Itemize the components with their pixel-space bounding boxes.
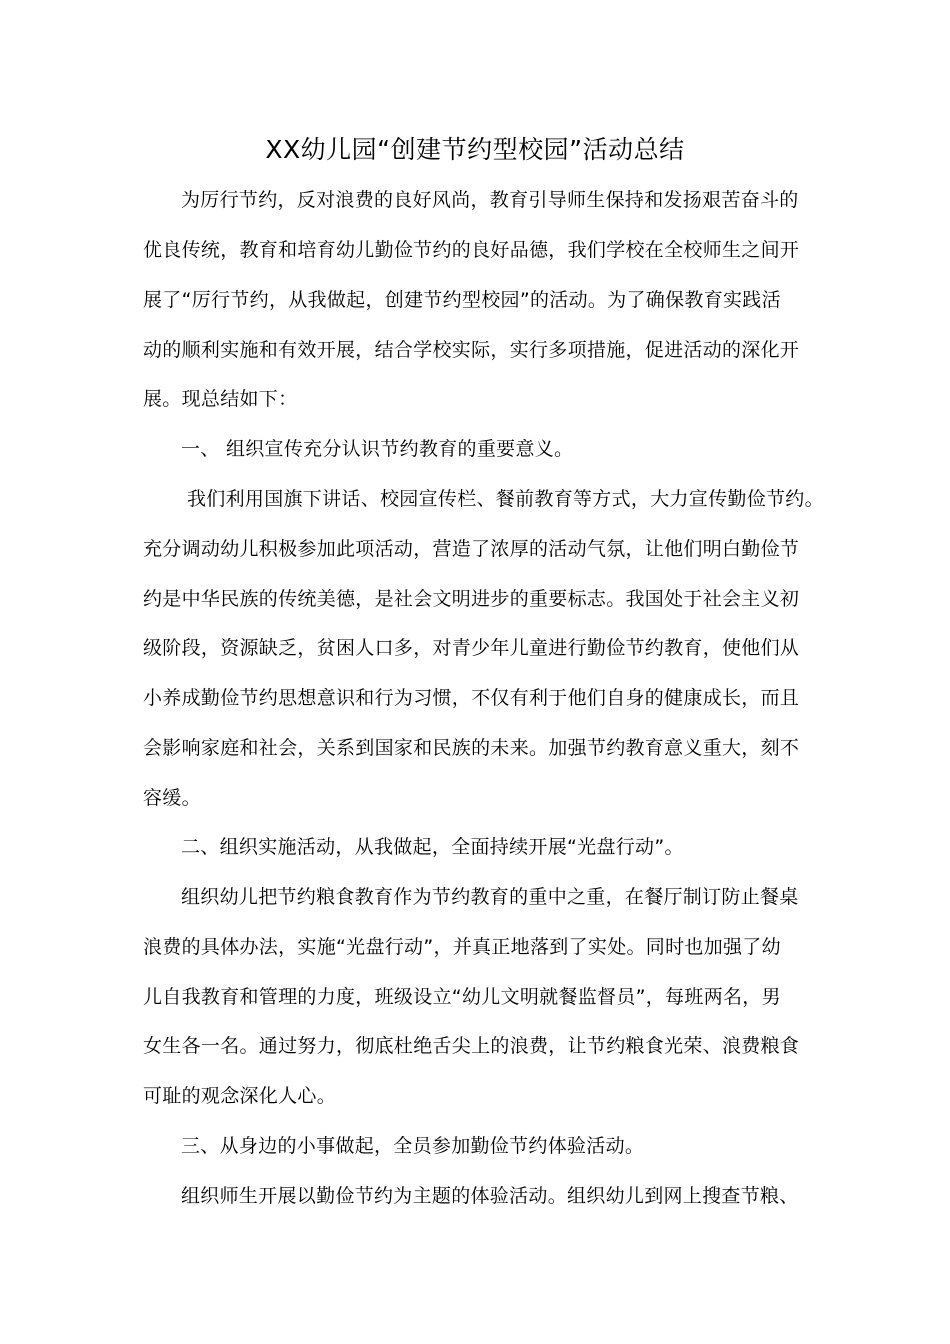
paragraph-1-line-2: 优良传统，教育和培育幼儿勤俭节约的良好品德，我们学校在全校师生之间开	[143, 239, 800, 261]
paragraph-2-line-5: 小养成勤俭节约思想意识和行为习惯，不仅有利于他们自身的健康成长，而且	[143, 687, 800, 709]
document-title: XX幼儿园“创建节约型校园”活动总结	[265, 135, 685, 164]
section-heading-2: 二、组织实施活动，从我做起，全面持续开展“光盘行动”。	[181, 836, 684, 858]
paragraph-2-line-3: 约是中华民族的传统美德，是社会文明进步的重要标志。我国处于社会主义初	[143, 588, 800, 610]
paragraph-2-line-2: 充分调动幼儿积极参加此项活动，营造了浓厚的活动气氛，让他们明白勤俭节	[143, 538, 800, 560]
paragraph-4-line-1: 组织师生开展以勤俭节约为主题的体验活动。组织幼儿到网上搜查节粮、	[181, 1185, 799, 1207]
paragraph-1-line-5: 展。现总结如下：	[143, 388, 298, 410]
paragraph-2-line-1: 我们利用国旗下讲话、校园宣传栏、餐前教育等方式，大力宣传勤俭节约。	[187, 488, 824, 510]
section-heading-1: 一、 组织宣传充分认识节约教育的重要意义。	[181, 438, 574, 460]
paragraph-3-line-3: 儿自我教育和管理的力度，班级设立“幼儿文明就餐监督员”，每班两名，男	[143, 986, 781, 1008]
paragraph-1-line-4: 动的顺利实施和有效开展，结合学校实际，实行多项措施，促进活动的深化开	[143, 339, 800, 361]
paragraph-2-line-6: 会影响家庭和社会，关系到国家和民族的未来。加强节约教育意义重大，刻不	[143, 737, 800, 759]
paragraph-2-line-7: 容缓。	[143, 787, 201, 809]
paragraph-3-line-2: 浪费的具体办法，实施“光盘行动”，并真正地落到了实处。同时也加强了幼	[143, 936, 781, 958]
paragraph-3-line-5: 可耻的观念深化人心。	[143, 1085, 337, 1107]
paragraph-3-line-4: 女生各一名。通过努力，彻底杜绝舌尖上的浪费，让节约粮食光荣、浪费粮食	[143, 1035, 800, 1057]
paragraph-1-line-1: 为厉行节约，反对浪费的良好风尚，教育引导师生保持和发扬艰苦奋斗的	[181, 189, 799, 211]
section-heading-3: 三、从身边的小事做起，全员参加勤俭节约体验活动。	[181, 1135, 645, 1157]
paragraph-3-line-1: 组织幼儿把节约粮食教育作为节约教育的重中之重，在餐厅制订防止餐桌	[181, 886, 799, 908]
paragraph-2-line-4: 级阶段，资源缺乏，贫困人口多，对青少年儿童进行勤俭节约教育，使他们从	[143, 637, 800, 659]
paragraph-1-line-3: 展了“厉行节约，从我做起，创建节约型校园”的活动。为了确保教育实践活	[143, 289, 781, 311]
